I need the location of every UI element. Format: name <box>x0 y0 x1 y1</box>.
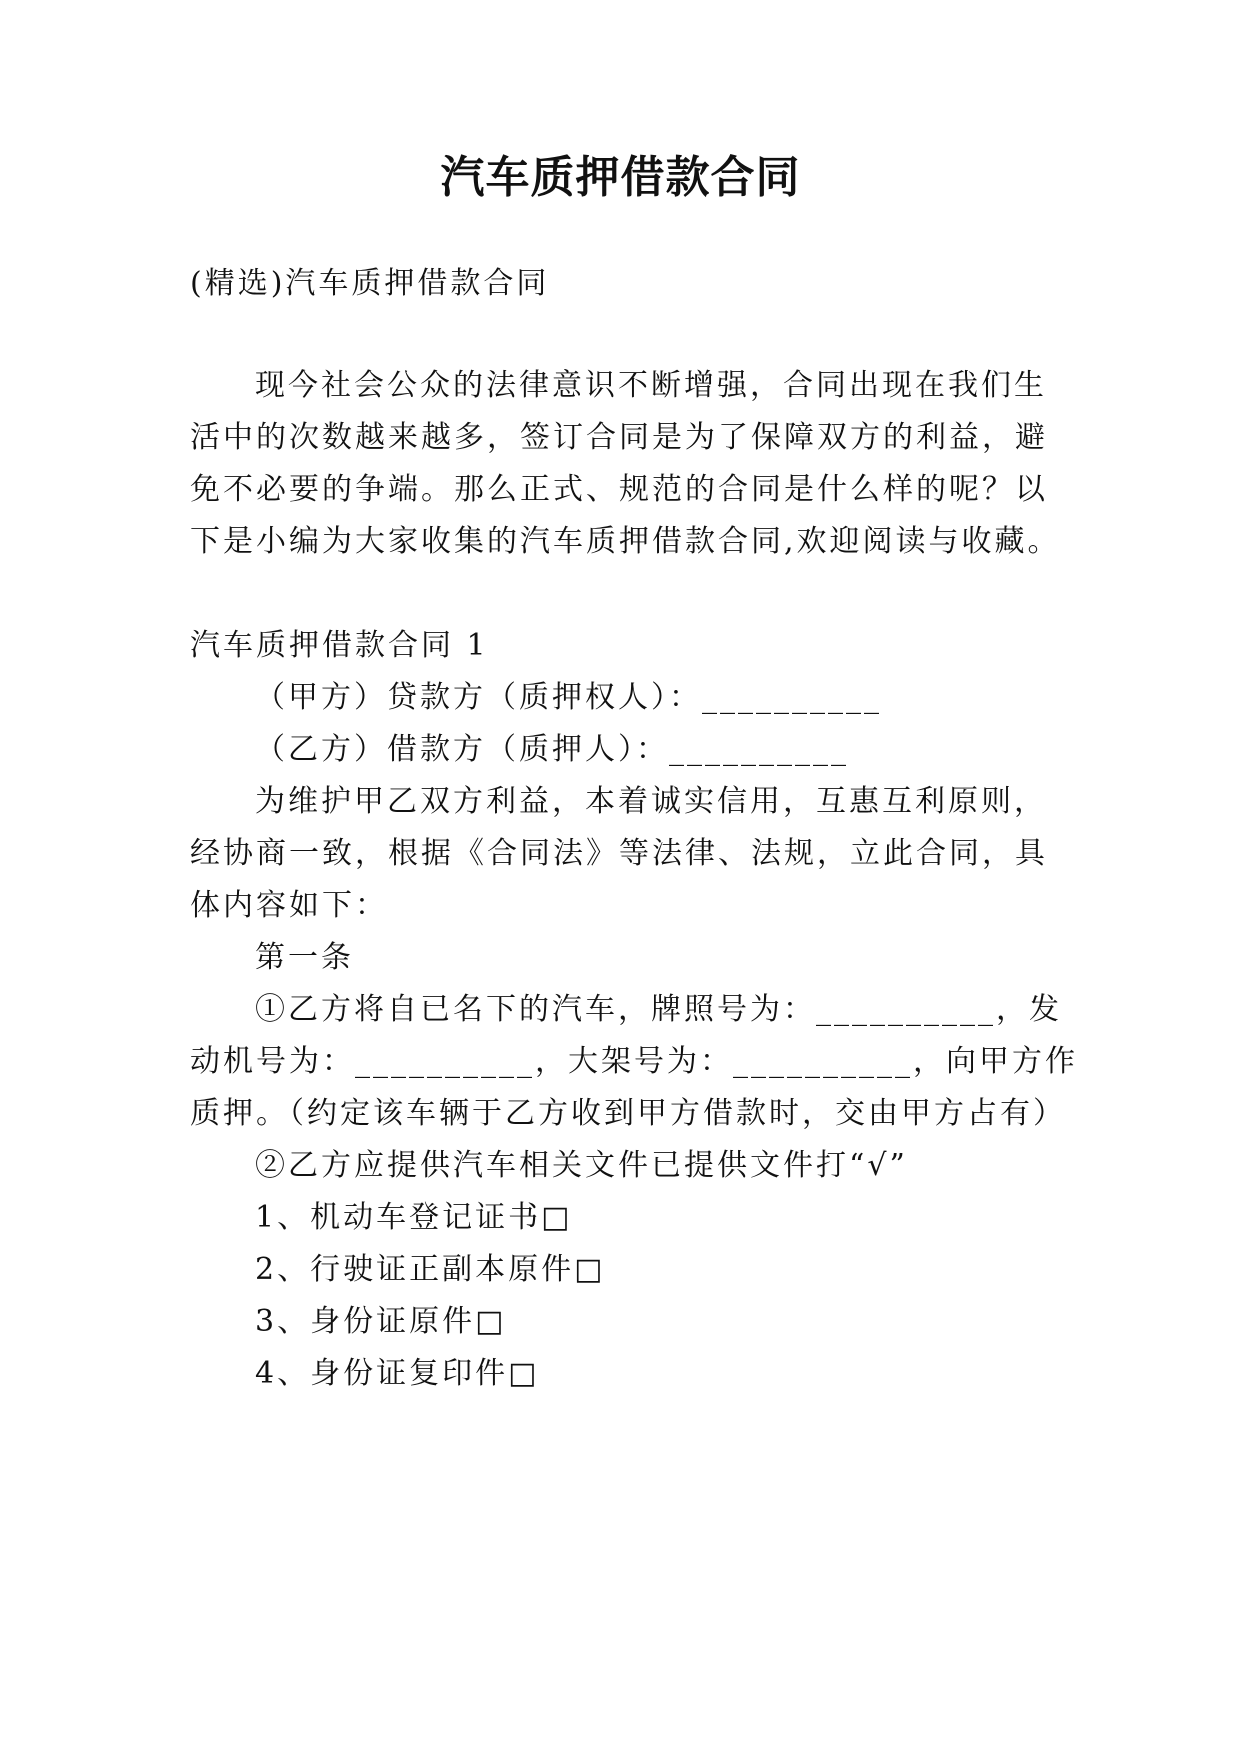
checklist-item: 1、机动车登记证书□ <box>255 1200 573 1235</box>
article-1-heading: 第一条 <box>255 940 354 975</box>
checklist-item: 4、身份证复印件□ <box>255 1356 540 1391</box>
clause-2-line: ②乙方应提供汽车相关文件已提供文件打“√” <box>255 1148 908 1183</box>
section-heading: 汽车质押借款合同 1 <box>190 628 489 663</box>
party-b-line: （乙方）借款方（质押人）：__________ <box>255 732 849 767</box>
checklist-item: 2、行驶证正副本原件□ <box>255 1252 606 1287</box>
clause-1-line: 动机号为：__________，大架号为：__________，向甲方作 <box>190 1044 1078 1079</box>
document-title: 汽车质押借款合同 <box>440 152 801 203</box>
document-subtitle: (精选)汽车质押借款合同 <box>190 266 550 301</box>
purpose-line: 经协商一致，根据《合同法》等法律、法规，立此合同，具 <box>190 836 1048 871</box>
intro-line: 下是小编为大家收集的汽车质押借款合同,欢迎阅读与收藏。 <box>190 524 1061 559</box>
clause-1-line: ①乙方将自已名下的汽车，牌照号为：__________，发 <box>255 992 1062 1027</box>
intro-line: 活中的次数越来越多，签订合同是为了保障双方的利益，避 <box>190 420 1048 455</box>
purpose-line: 体内容如下： <box>190 888 388 923</box>
intro-line: 现今社会公众的法律意识不断增强，合同出现在我们生 <box>255 368 1047 403</box>
checklist-item: 3、身份证原件□ <box>255 1304 507 1339</box>
purpose-line: 为维护甲乙双方利益，本着诚实信用，互惠互利原则， <box>255 784 1047 819</box>
party-a-line: （甲方）贷款方（质押权人）：__________ <box>255 680 882 715</box>
clause-1-line: 质押。（约定该车辆于乙方收到甲方借款时，交由甲方占有） <box>190 1096 1066 1131</box>
intro-line: 免不必要的争端。那么正式、规范的合同是什么样的呢？以 <box>190 472 1048 507</box>
